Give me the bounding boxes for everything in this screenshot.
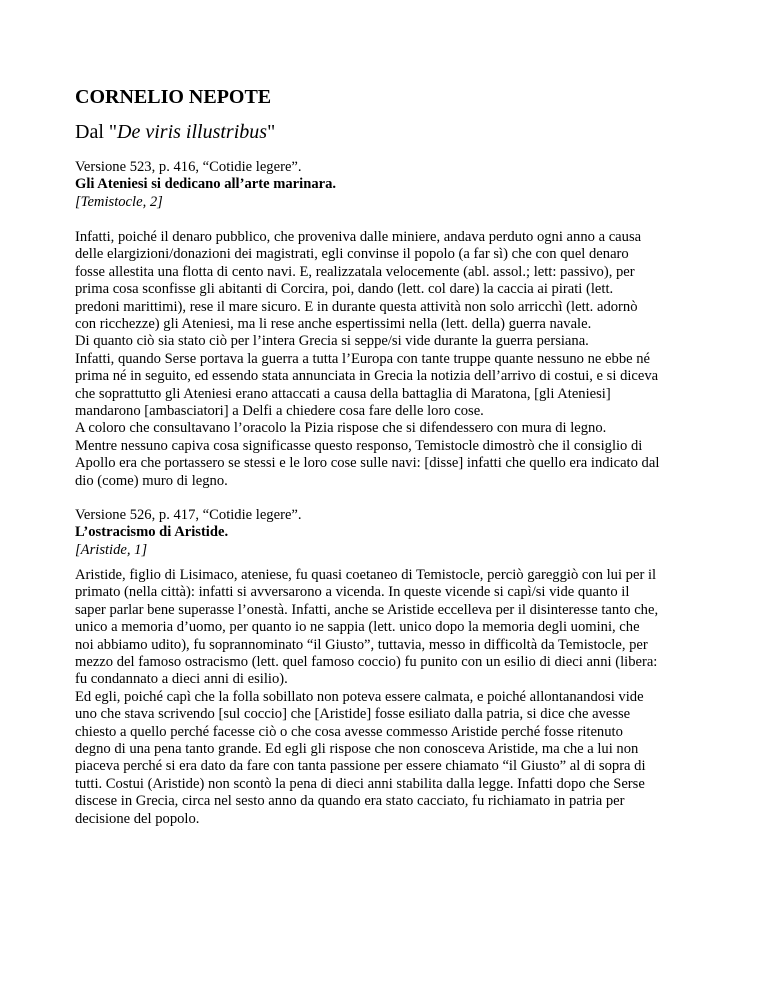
body-line: fosse allestita una flotta di cento navi. E, realizzatala velocemente (abl. assol.; lett: passivo), per	[75, 263, 635, 280]
body-line: Aristide, figlio di Lisimaco, ateniese, fu quasi coetaneo di Temistocle, perciò gareggiò con lui per il	[75, 567, 657, 583]
body-line: Mentre nessuno capiva cosa significasse questo responso, Temistocle dimostrò che il consiglio di	[75, 437, 643, 454]
body-line: piaceva perché si era dato da fare con tanta passione per essere chiamato “il Giusto” al di sopra di	[75, 758, 646, 775]
body-line: Apollo era che portassero se stessi e le loro cose sulle navi: [disse] infatti che quello era indicato dal	[75, 455, 660, 472]
body-line: Infatti, poiché il denaro pubblico, che proveniva dalle miniere, andava perduto ogni anno a causa	[75, 229, 642, 245]
body-line: discese in Grecia, circa nel sesto anno da quando era stato cacciato, fu richiamato in patria per	[75, 793, 625, 810]
body-line: degno di una pena tanto grande. Ed egli gli rispose che non conosceva Aristide, ma che a lui non	[75, 741, 639, 758]
body-line: saper parlar bene superasse l’onestà. Infatti, anche se Aristide eccelleva per il disinteresse tanto che,	[75, 601, 659, 618]
body-line: mezzo del famoso ostracismo (lett. quel famoso coccio) fu punito con un esilio di dieci anni (libera:	[75, 654, 658, 671]
subtitle-suffix: "	[267, 121, 276, 143]
body-line: che soprattutto gli Ateniesi erano attaccati a causa della battaglia di Maratona, [gli Ateniesi]	[75, 385, 611, 402]
subtitle-prefix: Dal "	[75, 121, 118, 143]
body-line: A coloro che consultavano l’oracolo la Pizia rispose che si difendessero con mura di legno.	[75, 420, 607, 437]
section-2-reference: Versione 526, p. 417, “Cotidie legere”.	[75, 507, 302, 523]
section-2-source: [Aristide, 1]	[75, 541, 148, 558]
body-line: Di quanto ciò sia stato ciò per l’intera Grecia si seppe/si vide durante la guerra persiana.	[75, 333, 589, 350]
section-1-source: [Temistocle, 2]	[75, 193, 163, 210]
section-2-body	[75, 567, 705, 828]
body-line: prima cosa sconfisse gli abitanti di Corcira, poi, dando (lett. col dare) la caccia ai pirati (lett.	[75, 281, 614, 298]
body-line: primato (nella città): infatti si avversarono a vicenda. In queste vicende si capì/si vide quanto il	[75, 584, 630, 601]
body-line: predoni marittimi), rese il mare sicuro. E in durante questa attività non solo arricchì (lett. adornò	[75, 298, 638, 315]
body-line: dio (come) muro di legno.	[75, 472, 228, 489]
body-line: noi abbiamo udito), fu soprannominato “il Giusto”, tuttavia, messo in difficoltà da Temistocle, per	[75, 636, 648, 653]
body-line: decisione del popolo.	[75, 810, 200, 827]
body-line: mandarono [ambasciatori] a Delfi a chiedere cosa fare delle loro cose.	[75, 403, 484, 420]
section-1-heading: Gli Ateniesi si dedicano all’arte marinara.	[75, 176, 337, 193]
body-line: con ricchezze) gli Ateniesi, ma li rese anche espertissimi nella (lett. della) guerra navale.	[75, 316, 592, 333]
body-line: prima né in seguito, ed essendo stata annunciata in Grecia la notizia dell’arrivo di costui, e si diceva	[75, 368, 659, 385]
body-line: uno che stava scrivendo [sul coccio] che [Aristide] fosse esiliato dalla patria, si dice che avesse	[75, 706, 631, 723]
section-1-reference: Versione 523, p. 416, “Cotidie legere”.	[75, 159, 302, 175]
body-line: fu condannato a dieci anni di esilio).	[75, 671, 288, 688]
body-line: Infatti, quando Serse portava la guerra a tutta l’Europa con tante truppe quante nessuno ne ebbe né	[75, 350, 651, 367]
body-line: Ed egli, poiché capì che la folla sobillato non poteva essere calmata, e poiché allontanandosi vide	[75, 688, 644, 705]
section-2-heading: L’ostracismo di Aristide.	[75, 524, 229, 541]
section-1-header	[75, 159, 705, 211]
body-line: chiesto a quello perché facesse ciò o che cosa avesse commesso Aristide perché fosse ritenuto	[75, 723, 623, 740]
document-subtitle	[75, 117, 275, 147]
subtitle-work-title: De viris illustribus	[117, 121, 268, 143]
section-2-header	[75, 507, 705, 559]
section-1-body	[75, 229, 705, 490]
body-line: unico a memoria d’uomo, per quanto io ne sappia (lett. unico dopo la memoria degli uomini, che	[75, 619, 640, 636]
body-line: delle elargizioni/donazioni dei magistrati, egli convinse il popolo (a far sì) che con quel denaro	[75, 246, 629, 263]
document-title: CORNELIO NEPOTE	[75, 86, 272, 108]
body-line: tutti. Costui (Aristide) non scontò la pena di dieci anni stabilita dalla legge. Infatti dopo che Serse	[75, 775, 645, 792]
